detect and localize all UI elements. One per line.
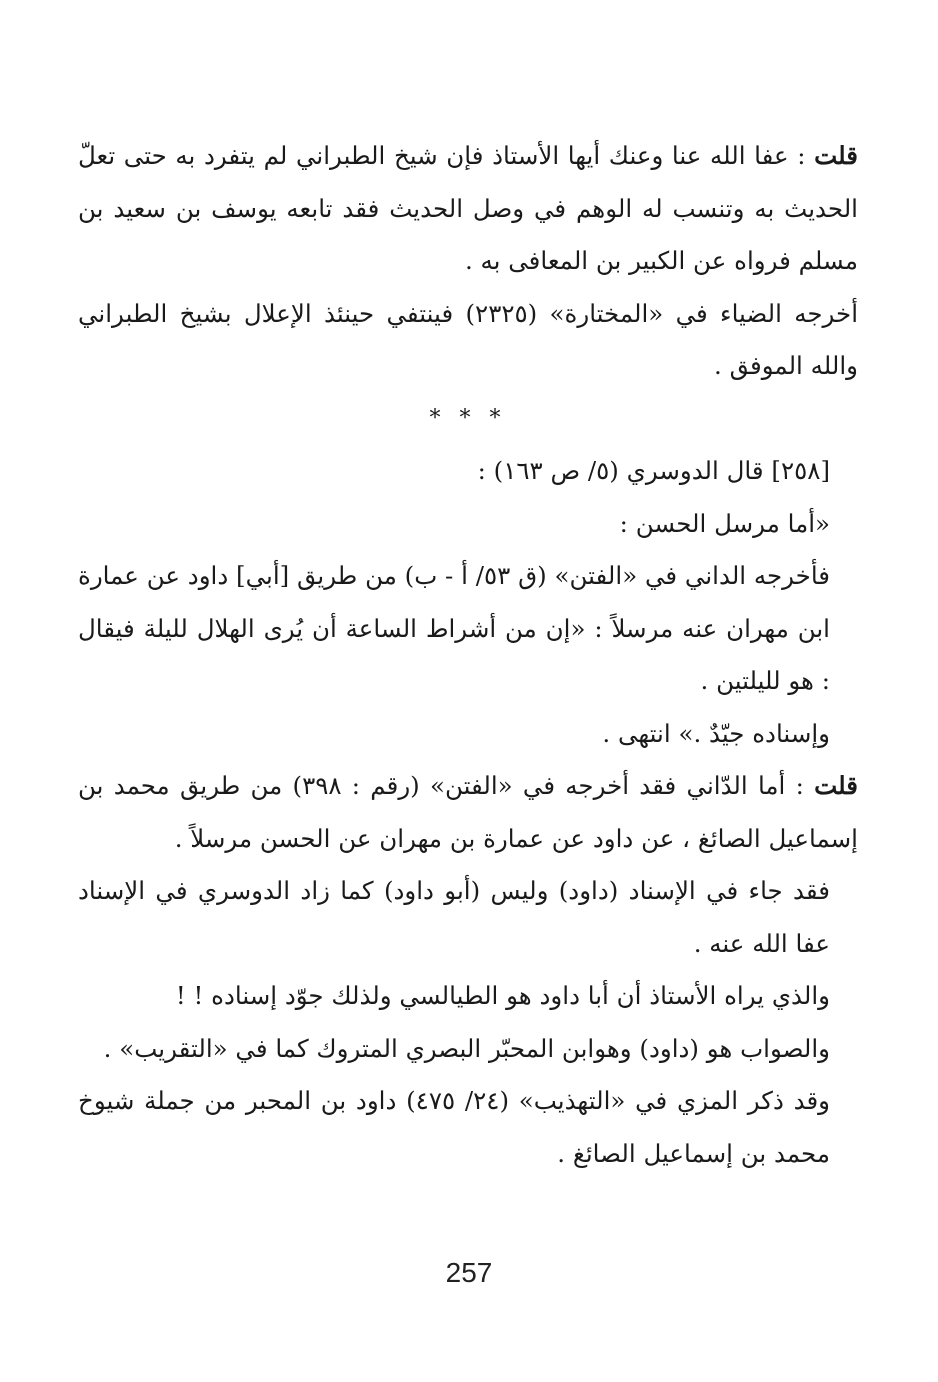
paragraph-isnad-note	[78, 865, 858, 970]
paragraph-tayalisi	[78, 970, 858, 1023]
paragraph-qult-1	[78, 130, 858, 288]
body-text	[78, 130, 858, 1180]
paragraph-text: فقد جاء في الإسناد (داود) وليس (أبو داود) كما زاد الدوسري في الإسناد عفا الله عنه .	[78, 876, 830, 958]
paragraph-text: وقد ذكر المزي في «التهذيب» (٢٤/ ٤٧٥) داود بن المحبر من جملة شيوخ محمد بن إسماعيل الصائغ .	[78, 1086, 830, 1168]
paragraph-qult-2	[78, 760, 858, 865]
paragraph-quote-end	[78, 708, 858, 761]
paragraph-text: والصواب هو (داود) وهوابن المحبّر البصري المتروك كما في «التقريب» .	[103, 1033, 830, 1063]
paragraph-text: : عفا الله عنا وعنك أيها الأستاذ فإن شيخ الطبراني لم يتفرد به حتى تعلّ الحديث به وتنسب له الوهم في وصل الحديث فقد تابعه يوسف بن سعيد بن مسلم فرواه عن الكبير بن المعافى به .	[78, 141, 858, 275]
paragraph-text: [٢٥٨] قال الدوسري (٥/ ص ١٦٣) :	[477, 456, 830, 485]
paragraph-takhrij-diya	[78, 288, 858, 393]
paragraph-dani-takhrij	[78, 550, 858, 708]
paragraph-entry-heading	[78, 445, 858, 498]
paragraph-mizzi	[78, 1075, 858, 1180]
paragraph-text: أخرجه الضياء في «المختارة» (٢٣٢٥) فينتفي حينئذ الإعلال بشيخ الطبراني والله الموفق .	[78, 298, 858, 380]
qult-keyword: قلت	[814, 141, 858, 170]
qult-keyword: قلت	[814, 771, 859, 800]
page-number: 257	[445, 1257, 493, 1288]
paragraph-text: «أما مرسل الحسن :	[619, 508, 830, 538]
paragraph-quote-start	[78, 498, 858, 551]
paragraph-sawab	[78, 1023, 858, 1076]
paragraph-text: وإسناده جيّدٌ .» انتهى .	[602, 718, 830, 748]
paragraph-text: والذي يراه الأستاذ أن أبا داود هو الطيالسي ولذلك جوّد إسناده ! !	[175, 981, 830, 1010]
paragraph-text: فأخرجه الداني في «الفتن» (ق ٥٣/ أ - ب) من طريق [أبي] داود عن عمارة ابن مهران عنه مرسلاً : «إن من أشراط الساعة أن يُرى الهلال لليلة فيقال : هو لليلتين .	[78, 561, 831, 695]
paragraph-text: : أما الدّاني فقد أخرجه في «الفتن» (رقم : ٣٩٨) من طريق محمد بن إسماعيل الصائغ ، عن داود عن عمارة بن مهران عن الحسن مرسلاً .	[78, 771, 858, 853]
section-separator: * * *	[429, 405, 507, 431]
